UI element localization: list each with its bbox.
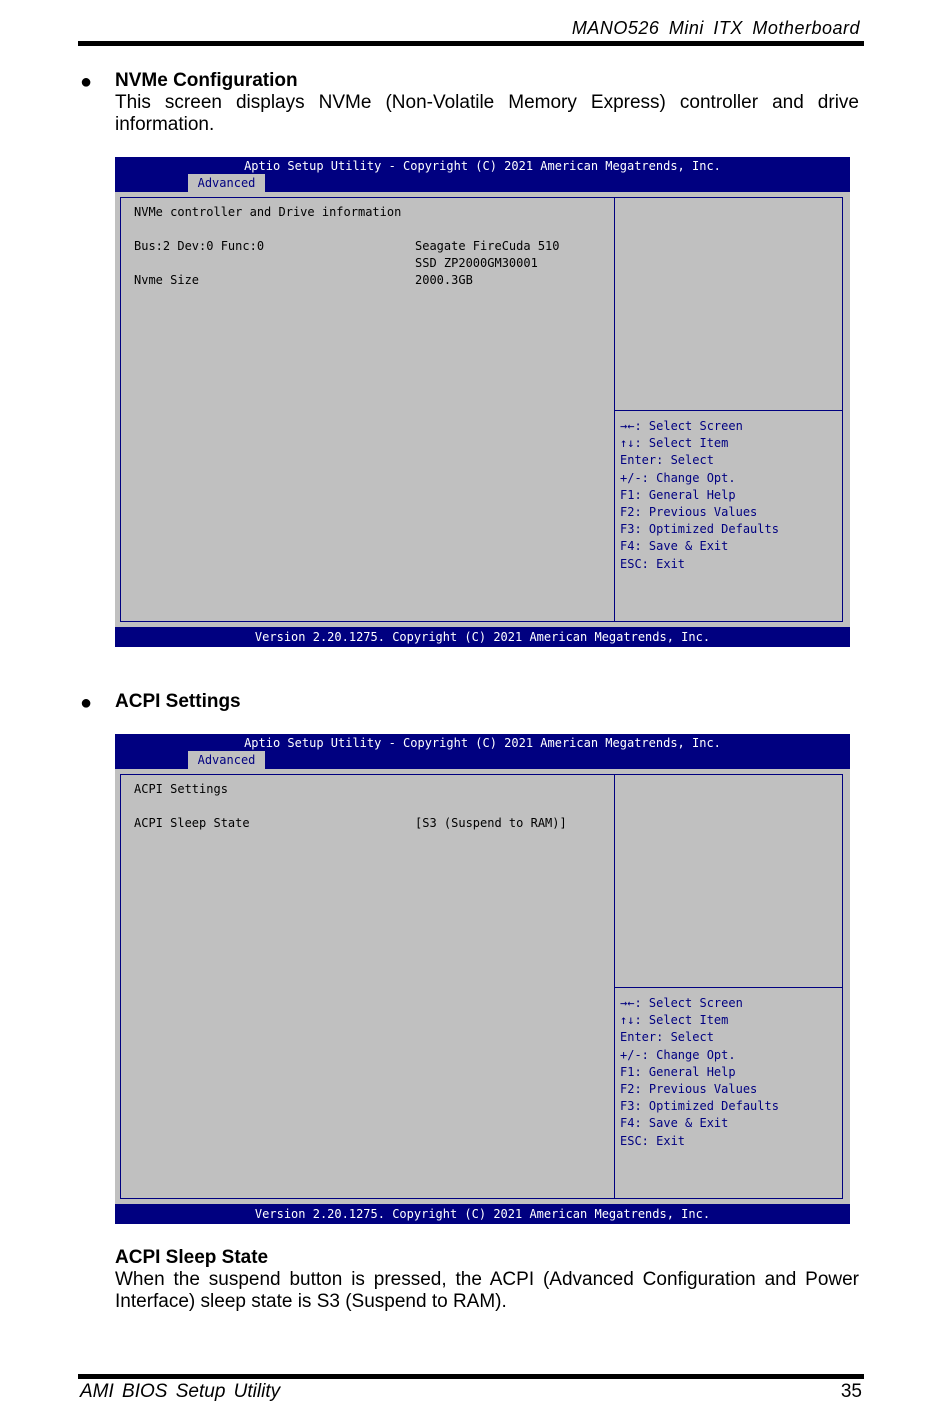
bios-horizontal-divider — [614, 987, 843, 988]
help-previous-values: F2: Previous Values — [620, 505, 758, 520]
acpi-sleep-state-value[interactable]: [S3 (Suspend to RAM)] — [415, 816, 567, 830]
bullet-icon: ● — [80, 692, 93, 714]
bios-title-bar — [115, 157, 850, 192]
page-number: 35 — [840, 1381, 862, 1402]
bios-title-bar — [115, 734, 850, 769]
bios-version-bar: Version 2.20.1275. Copyright (C) 2021 American Megatrends, Inc. — [115, 1204, 850, 1224]
document-header-title: MANO526 Mini ITX Motherboard — [571, 18, 860, 38]
bullet-icon: ● — [80, 71, 93, 93]
help-esc-exit: ESC: Exit — [620, 1133, 686, 1148]
bios-screen-acpi — [115, 734, 850, 1224]
bios-horizontal-divider — [614, 410, 843, 411]
nvme-drive-name: Seagate FireCuda 510 — [415, 239, 560, 253]
bios-version-bar: Version 2.20.1275. Copyright (C) 2021 American Megatrends, Inc. — [115, 627, 850, 647]
nvme-heading: NVMe controller and Drive information — [134, 205, 402, 219]
header-rule — [78, 41, 864, 46]
help-select-item: ↑↓: Select Item — [620, 1013, 729, 1028]
help-general-help: F1: General Help — [620, 487, 736, 502]
nvme-size-label: Nvme Size — [134, 273, 200, 287]
help-general-help: F1: General Help — [620, 1064, 736, 1079]
footer-rule — [78, 1374, 864, 1379]
help-save-exit: F4: Save & Exit — [620, 1116, 729, 1131]
help-previous-values: F2: Previous Values — [620, 1082, 758, 1097]
help-optimized-defaults: F3: Optimized Defaults — [620, 1099, 779, 1114]
help-select-screen: →←: Select Screen — [620, 996, 743, 1010]
section-title-acpi: ACPI Settings — [115, 691, 241, 712]
bios-title: Aptio Setup Utility - Copyright (C) 2021 American Megatrends, Inc. — [244, 159, 721, 173]
bios-title: Aptio Setup Utility - Copyright (C) 2021 American Megatrends, Inc. — [244, 736, 721, 750]
help-select-item: ↑↓: Select Item — [620, 436, 729, 451]
bios-screen-nvme — [115, 157, 850, 647]
help-enter-select: Enter: Select — [620, 1030, 714, 1045]
tab-advanced[interactable]: Advanced — [188, 174, 265, 192]
help-optimized-defaults: F3: Optimized Defaults — [620, 522, 779, 537]
acpi-sleep-state-description: When the suspend button is pressed, the ACPI (Advanced Configuration and Power Interface) sleep state is S3 (Suspend to RAM). — [115, 1269, 859, 1312]
acpi-sleep-state-title: ACPI Sleep State — [115, 1247, 269, 1268]
help-enter-select: Enter: Select — [620, 453, 714, 468]
bios-help-panel — [620, 995, 779, 1150]
section-title-nvme: NVMe Configuration — [115, 70, 298, 91]
acpi-sleep-state-label[interactable]: ACPI Sleep State — [134, 816, 250, 830]
nvme-size-value: 2000.3GB — [415, 273, 473, 287]
acpi-heading: ACPI Settings — [134, 782, 228, 796]
help-change-opt: +/-: Change Opt. — [620, 1047, 736, 1062]
section-description-nvme: This screen displays NVMe (Non-Volatile Memory Express) controller and drive information. — [115, 92, 859, 135]
help-select-screen: →←: Select Screen — [620, 419, 743, 433]
nvme-bus-label: Bus:2 Dev:0 Func:0 — [134, 239, 265, 253]
footer-title: AMI BIOS Setup Utility — [80, 1381, 281, 1402]
help-change-opt: +/-: Change Opt. — [620, 470, 736, 485]
help-esc-exit: ESC: Exit — [620, 556, 686, 571]
bios-help-panel — [620, 418, 779, 573]
nvme-drive-model: SSD ZP2000GM30001 — [415, 256, 538, 270]
tab-advanced[interactable]: Advanced — [188, 751, 265, 769]
help-save-exit: F4: Save & Exit — [620, 539, 729, 554]
